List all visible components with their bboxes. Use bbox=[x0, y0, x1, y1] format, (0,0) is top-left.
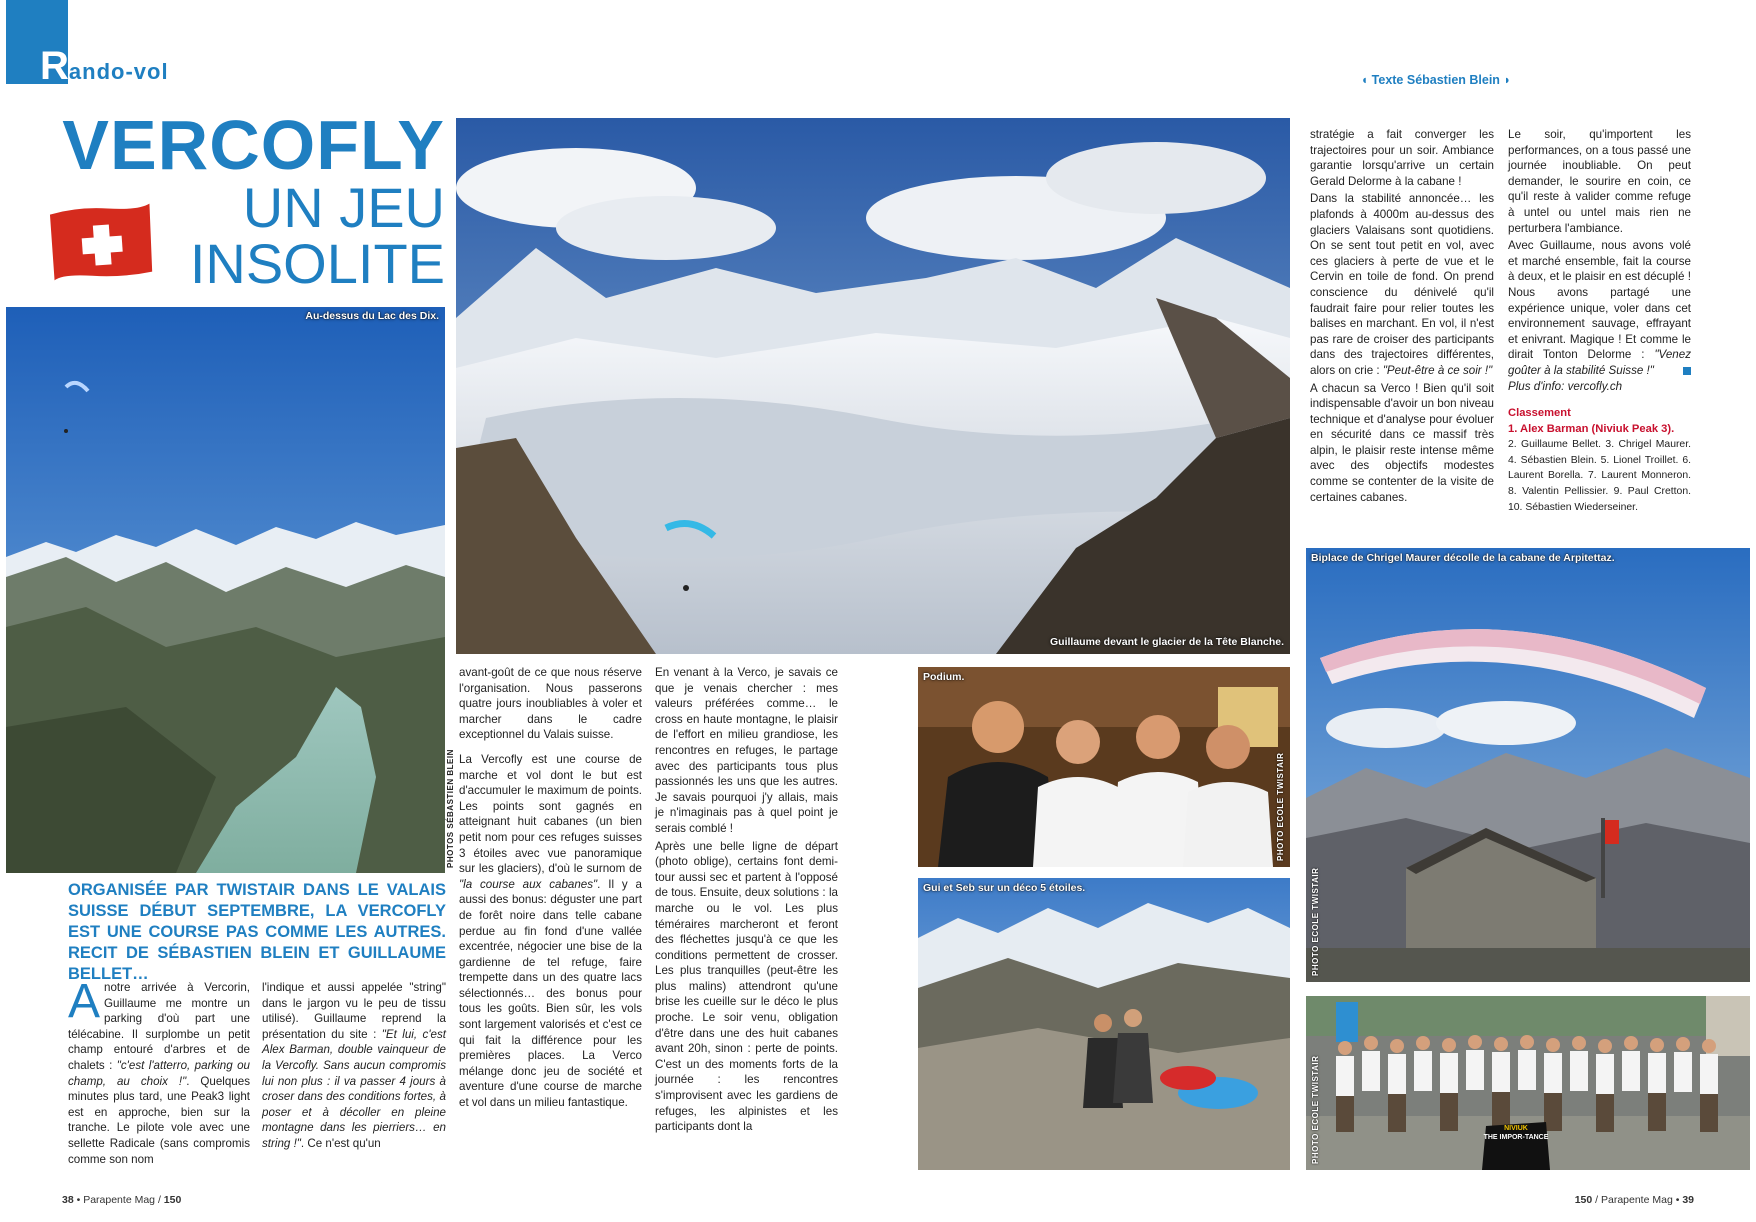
c5-quote: "Peut-être à ce soir !" bbox=[1382, 363, 1493, 377]
issue-left: 150 bbox=[163, 1194, 182, 1206]
classement-winner: 1. Alex Barman (Niviuk Peak 3). bbox=[1508, 422, 1675, 435]
classement-heading: Classement bbox=[1508, 407, 1571, 420]
caption-podium: Podium. bbox=[923, 671, 965, 683]
credit-twistair-2: PHOTO ECOLE TWISTAIR bbox=[1311, 867, 1320, 976]
mag-name-left: Parapente Mag bbox=[83, 1194, 156, 1206]
body-column-1 bbox=[68, 975, 250, 1176]
c3-text: La Vercofly est une course de marche et vol dont le but est d'accumuler le maximum de points. Les points sont gagnés en atteignant huit cabanes (un bien petit nom pour ces refuges suisses 3 étoiles avec vue panoramique sur les glaciers), d'où le surnom de bbox=[459, 752, 642, 876]
c3-text-b: . Il y a aussi des bonus: déguster une part de forêt noire dans telle cabane perdue au fin fond d'une vallée excentrée, négocier une bise de la gardienne de tel refuge, faire trempette dans un des quatre lacs sélectionnés… des bonus pour tous les goûts. Bien sûr, les vols sont largement valorisés et c'est ce qui fait la différence pour les premières places. La Verco mélange donc jeu de société et aventure d'une course de marche et vol dans un milieu fantastique. bbox=[459, 877, 642, 1110]
c3-para-1: avant-goût de ce que nous réserve l'organisation. Nous passerons quatre jours inoubliables à voler et marcher dans le cadre exceptionnel du Valais suisse. bbox=[459, 666, 642, 742]
photo-lac-des-dix bbox=[6, 307, 445, 873]
author-tag bbox=[1361, 73, 1511, 87]
classement-rest: 2. Guillaume Bellet. 3. Chrigel Maurer. 4. Sébastien Blein. 5. Lionel Troillet. 6. Laurent Borella. 7. Laurent Monneron. 8. Valentin Pellissier. 9. Paul Cretton. 10. Sébastien Wiederseiner. bbox=[1508, 439, 1691, 513]
caption-biplace: Biplace de Chrigel Maurer décolle de la cabane de Arpitettaz. bbox=[1311, 552, 1615, 564]
body-column-4 bbox=[655, 665, 838, 1144]
c4-para-2: Après une belle ligne de départ (photo oblige), certains font demi-tour aussi sec et partent à l'opposé de tous. Ensuite, deux solutions : la marche ou le vol. Les plus téméraires marcheront et feront des fléchettes jusqu'à ce que les conditions permettent de crosser. Les plus tranquilles (peut-être les plus malins) attendront qu'une brise les cueille sur le déco le plus proche. Le soir venu, obligation d'être dans une des huit cabanes avant 20h, sinon : perte de points. C'est un des moments forts de la journée : les rencontres s'improvisent avec les gardiens de refuges, les alpinistes et les participants dont la bbox=[655, 839, 838, 1134]
c5-para-1: stratégie a fait converger les trajectoires pour un soir. Ambiance garantie lorsqu'arrive un certain Gerald Delorme à la cabane ! bbox=[1310, 128, 1494, 188]
page-number-right: 39 bbox=[1682, 1194, 1694, 1206]
photo-deco bbox=[918, 878, 1290, 1170]
caption-glacier: Guillaume devant le glacier de la Tête Blanche. bbox=[1050, 636, 1284, 648]
page-number-left: 38 bbox=[62, 1194, 74, 1206]
banner-text-2: THE IMPOR-TANCE bbox=[1483, 1134, 1549, 1141]
credit-blein: PHOTOS SÉBASTIEN BLEIN bbox=[446, 749, 455, 868]
caption-lac-des-dix: Au-dessus du Lac des Dix. bbox=[305, 310, 439, 322]
c6-para-2: Avec Guillaume, nous avons volé et marché ensemble, fait la course à deux, et le plaisir en est décuplé ! Nous avons partagé une expérience unique, voler dans cet environnement sauvage, effrayant et enivrant. Magique ! Et comme le dirait Tonton Delorme : "Venez goûter à la stabilité Suisse !" bbox=[1508, 239, 1691, 377]
author-tag-open-icon: ◖ bbox=[1360, 73, 1369, 87]
credit-twistair-1: PHOTO ECOLE TWISTAIR bbox=[1276, 752, 1285, 861]
title-line-1: VERCOFLY bbox=[62, 106, 445, 184]
c5-para-3: A chacun sa Verco ! Bien qu'il soit indispensable d'avoir un bon niveau technique et d'analyse pour évoluer en sécurité dans ce massif très alpin, le plaisir reste intense même avec des objectifs modestes comme se contenter de la visite de certaines cabanes. bbox=[1310, 381, 1494, 504]
footer-left bbox=[62, 1194, 181, 1206]
caption-deco: Gui et Seb sur un déco 5 étoiles. bbox=[923, 882, 1086, 894]
c5-para-2: Dans la stabilité annoncée… les plafonds à 4000m au-dessus des glaciers Valaisans sont quotidiens. On se sent tout petit en vol, avec ces glaciers à perte de vue et le Cervin en toile de fond. On prend conscience du dénivelé qu'il faudrait faire pour relier toutes les balises en marchant. En vol, il n'est pas rare de croiser des participants dans des trajectoires différentes, alors on crie : "Peut-être à ce soir !" bbox=[1310, 192, 1494, 377]
end-square-icon bbox=[1683, 367, 1691, 375]
photo-glacier bbox=[456, 118, 1290, 654]
photo-group bbox=[1306, 996, 1750, 1170]
c4-para-1: En venant à la Verco, je savais ce que je venais chercher : mes valeurs préférées comme… le cross en haute montagne, le plaisir de l'effort en milieu grandiose, les rencontres en refuges, le partage avec des participants tous plus passionnés les uns que les autres. Je savais pourquoi j'y allais, mais je n'imaginais pas à quel point je serais comblé ! bbox=[655, 666, 838, 835]
banner-text-1: NIVIUK bbox=[1504, 1125, 1528, 1132]
photo-biplace bbox=[1306, 548, 1750, 982]
title-line-2: UN JEU bbox=[242, 176, 445, 239]
c3-quote: "la course aux cabanes" bbox=[459, 877, 598, 891]
title-line-3: INSOLITE bbox=[189, 232, 445, 295]
c1-quote: "c'est l'atterro, parking ou champ, au choix !" bbox=[68, 1058, 250, 1088]
article-lead: ORGANISÉE PAR TWISTAIR DANS LE VALAIS SUISSE DÉBUT SEPTEMBRE, LA VERCOFLY EST UNE COURSE PAS COMME LES AUTRES. RECIT DE SÉBASTIEN BLEIN ET GUILLAUME BELLET… bbox=[68, 881, 446, 983]
issue-right: 150 bbox=[1574, 1194, 1593, 1206]
c1-text-b: . Quelques minutes plus tard, une Peak3 light est en approche, bien sur la tranche. Le pilote vole avec une sellette Radicale (sans compromis comme son nom bbox=[68, 1074, 250, 1166]
c6-para-1: Le soir, qu'importent les performances, on a tous passé une journée inoubliable. On peut demander, le sourire en coin, ce qu'il reste à valider comme refuge à untel ou untel mais rien ne perturbera l'ambiance. bbox=[1508, 128, 1691, 235]
body-column-6 bbox=[1508, 127, 1691, 515]
c2-quote: "Et lui, c'est Alex Barman, double vainqueur de la Vercofly. Sans aucun compromis lui non plus : il va passer 4 jours à croser dans des conditions fortes, à poser et à décoller en pleine montagne dans les pierriers… en string !" bbox=[262, 1027, 447, 1150]
classement-block bbox=[1508, 406, 1691, 515]
credit-twistair-3: PHOTO ECOLE TWISTAIR bbox=[1311, 1055, 1320, 1164]
body-column-5 bbox=[1310, 127, 1494, 514]
section-header bbox=[40, 44, 169, 89]
body-column-3 bbox=[459, 665, 642, 1120]
swiss-flag-icon bbox=[48, 201, 157, 282]
body-column-2 bbox=[262, 980, 446, 1161]
c1-text: notre arrivée à Vercorin, Guillaume me montre un parking d'où part une télécabine. Il surplombe un petit champ entouré d'arbres et de chalets : bbox=[68, 981, 250, 1072]
niviuk-banner bbox=[1482, 1124, 1550, 1142]
c2-text: l'indique et aussi appelée "string" dans le jargon vu le peu de tissu utilisé). Guillaume reprend la présentation du site : bbox=[262, 981, 446, 1041]
c2-text-b: . Ce n'est qu'un bbox=[300, 1136, 381, 1150]
footer-slash-right: / bbox=[1595, 1194, 1601, 1206]
footer-bullet-right: • bbox=[1675, 1194, 1683, 1206]
c6-quote: "Venez goûter à la stabilité Suisse !" bbox=[1508, 348, 1691, 377]
section-initial: R bbox=[40, 44, 69, 88]
footer-bullet-left: • bbox=[76, 1194, 84, 1206]
author-tag-label: Texte Sébastien Blein bbox=[1371, 73, 1500, 87]
footer-right bbox=[1575, 1194, 1694, 1206]
dropcap-letter: A bbox=[68, 975, 101, 1028]
section-label: ando-vol bbox=[68, 59, 169, 84]
mag-name-right: Parapente Mag bbox=[1600, 1194, 1673, 1206]
photo-podium bbox=[918, 667, 1290, 867]
footer-slash-left: / bbox=[157, 1194, 164, 1206]
author-tag-close-icon: ◗ bbox=[1503, 73, 1511, 87]
c6-info: Plus d'info: vercofly.ch bbox=[1508, 379, 1623, 393]
